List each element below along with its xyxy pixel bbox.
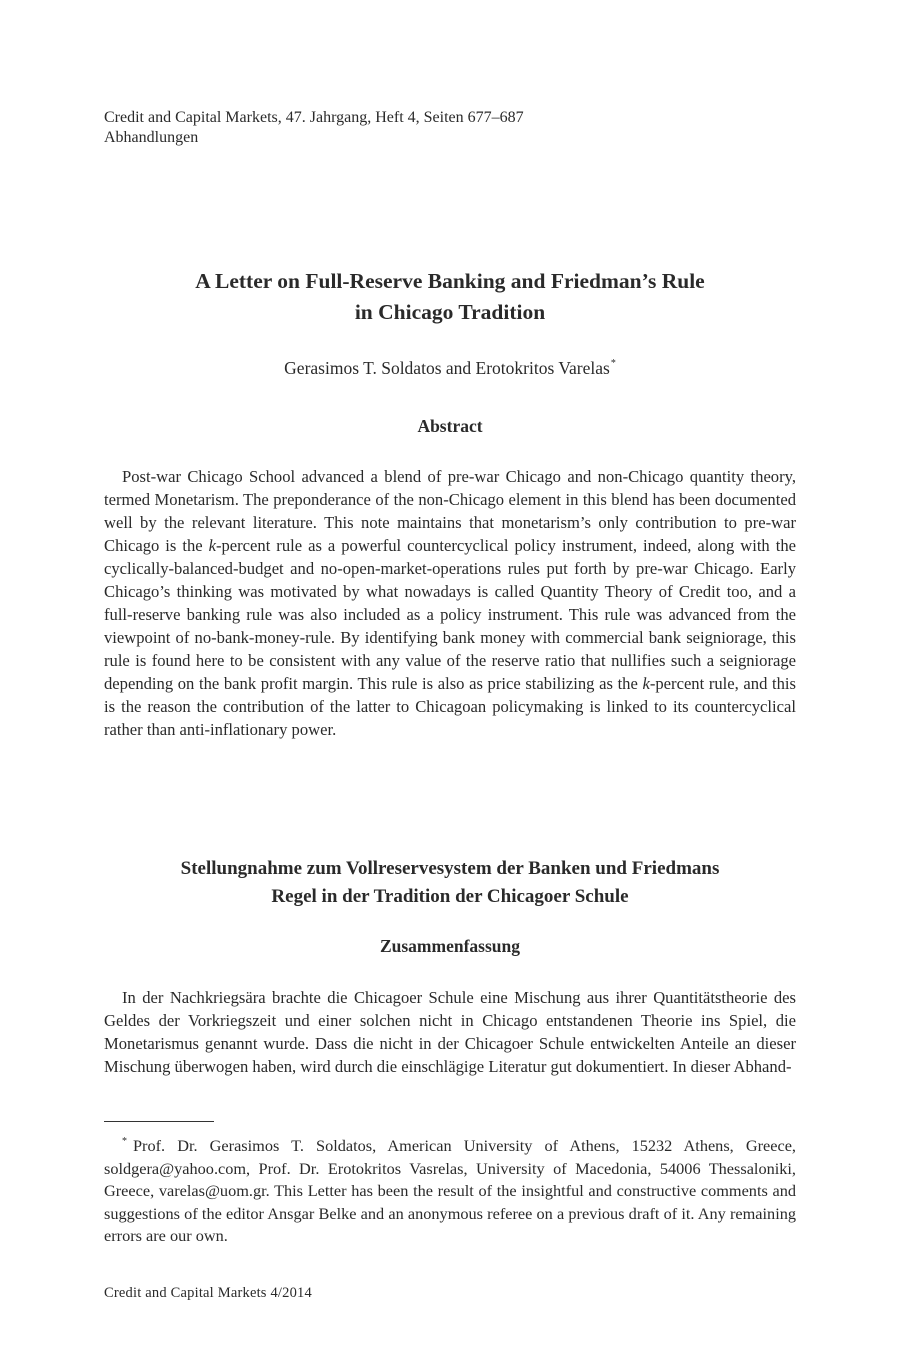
zusammenfassung-heading: Zusammenfassung: [379, 936, 521, 956]
running-header: [104, 108, 524, 148]
footnote: [104, 1131, 796, 1248]
article-title: [0, 266, 900, 328]
german-title-line-2: Regel in der Tradition der Chicagoer Schule: [271, 886, 629, 907]
abstract-text-part-2: -percent rule as a powerful countercyclical policy instrument, indeed, along with the cyclically-balanced-budget and no-open-market-operations rules put forth by pre-war Chicago. Early Chicago’s thinking was motivated by what nowadays is called Quantity Theory of Credit too, and a full-reserve banking rule was also included as a policy instrument. This rule was advanced from the viewpoint of no-bank-money-rule. By identifying bank money with commercial bank seigniorage, this rule is found here to be consistent with any value of the reserve ratio that nullifies such a seigniorage depending on the bank profit margin. This rule is also as price stabilizing as the: [104, 536, 796, 693]
author-line: [0, 352, 900, 380]
abstract-text-part-3: -percent rule, and this is the reason the contribution of the latter to Chicagoan policymaking is linked to its countercyclical rather than anti-inflationary power.: [104, 674, 796, 739]
author-footnote-marker: *: [610, 358, 616, 369]
zusammenfassung-body: [104, 986, 796, 1078]
abstract-text-part-1: Post-war Chicago School advanced a blend of pre-war Chicago and non-Chicago quantity theory, termed Monetarism. The preponderance of the non-Chicago element in this blend has been documented well by the relevant literature. This note maintains that monetarism’s only contribution to pre-war Chicago is the: [104, 467, 796, 555]
page-footer: Credit and Capital Markets 4/2014: [104, 1285, 312, 1301]
footnote-marker: *: [122, 1136, 127, 1147]
footnote-divider: [104, 1121, 214, 1122]
title-line-2: in Chicago Tradition: [354, 300, 546, 324]
footnote-text: Prof. Dr. Gerasimos T. Soldatos, American University of Athens, 15232 Athens, Greece, soldgera@yahoo.com, Prof. Dr. Erotokritos Vasrelas, University of Macedonia, 54006 Thessaloniki, Greece, varelas@uom.gr. This Letter has been the result of the insightful and constructive comments and suggestions of the editor Ansgar Belke and an anonymous referee on a previous draft of it. Any remaining errors are our own.: [104, 1136, 796, 1245]
author-names: Gerasimos T. Soldatos and Erotokritos Varelas: [284, 358, 610, 378]
title-line-1: A Letter on Full-Reserve Banking and Friedman’s Rule: [195, 269, 705, 293]
journal-citation: Credit and Capital Markets, 47. Jahrgang, Heft 4, Seiten 677–687: [104, 109, 524, 126]
k-symbol: k: [642, 674, 650, 693]
abstract-body: [104, 465, 796, 741]
footnote-paragraph: [104, 1131, 796, 1248]
abstract-paragraph: [104, 465, 796, 741]
german-title-line-1: Stellungnahme zum Vollreservesystem der Banken und Friedmans: [180, 858, 720, 879]
german-title: [0, 855, 900, 911]
k-symbol: k: [208, 536, 216, 555]
zusammenfassung-paragraph: In der Nachkriegsära brachte die Chicagoer Schule eine Mischung aus ihrer Quantitätstheorie des Geldes der Vorkriegszeit und einer solchen nicht in Chicago entstandenen Theorie ins Spiel, die Monetarismus genannt wurde. Dass die nicht in der Chicagoer Schule entwickelten Anteile an dieser Mischung überwogen haben, wird durch die einschlägige Literatur gut dokumentiert. In dieser Abhand-: [104, 988, 796, 1076]
section-label: Abhandlungen: [104, 129, 199, 146]
abstract-heading: Abstract: [417, 416, 483, 436]
